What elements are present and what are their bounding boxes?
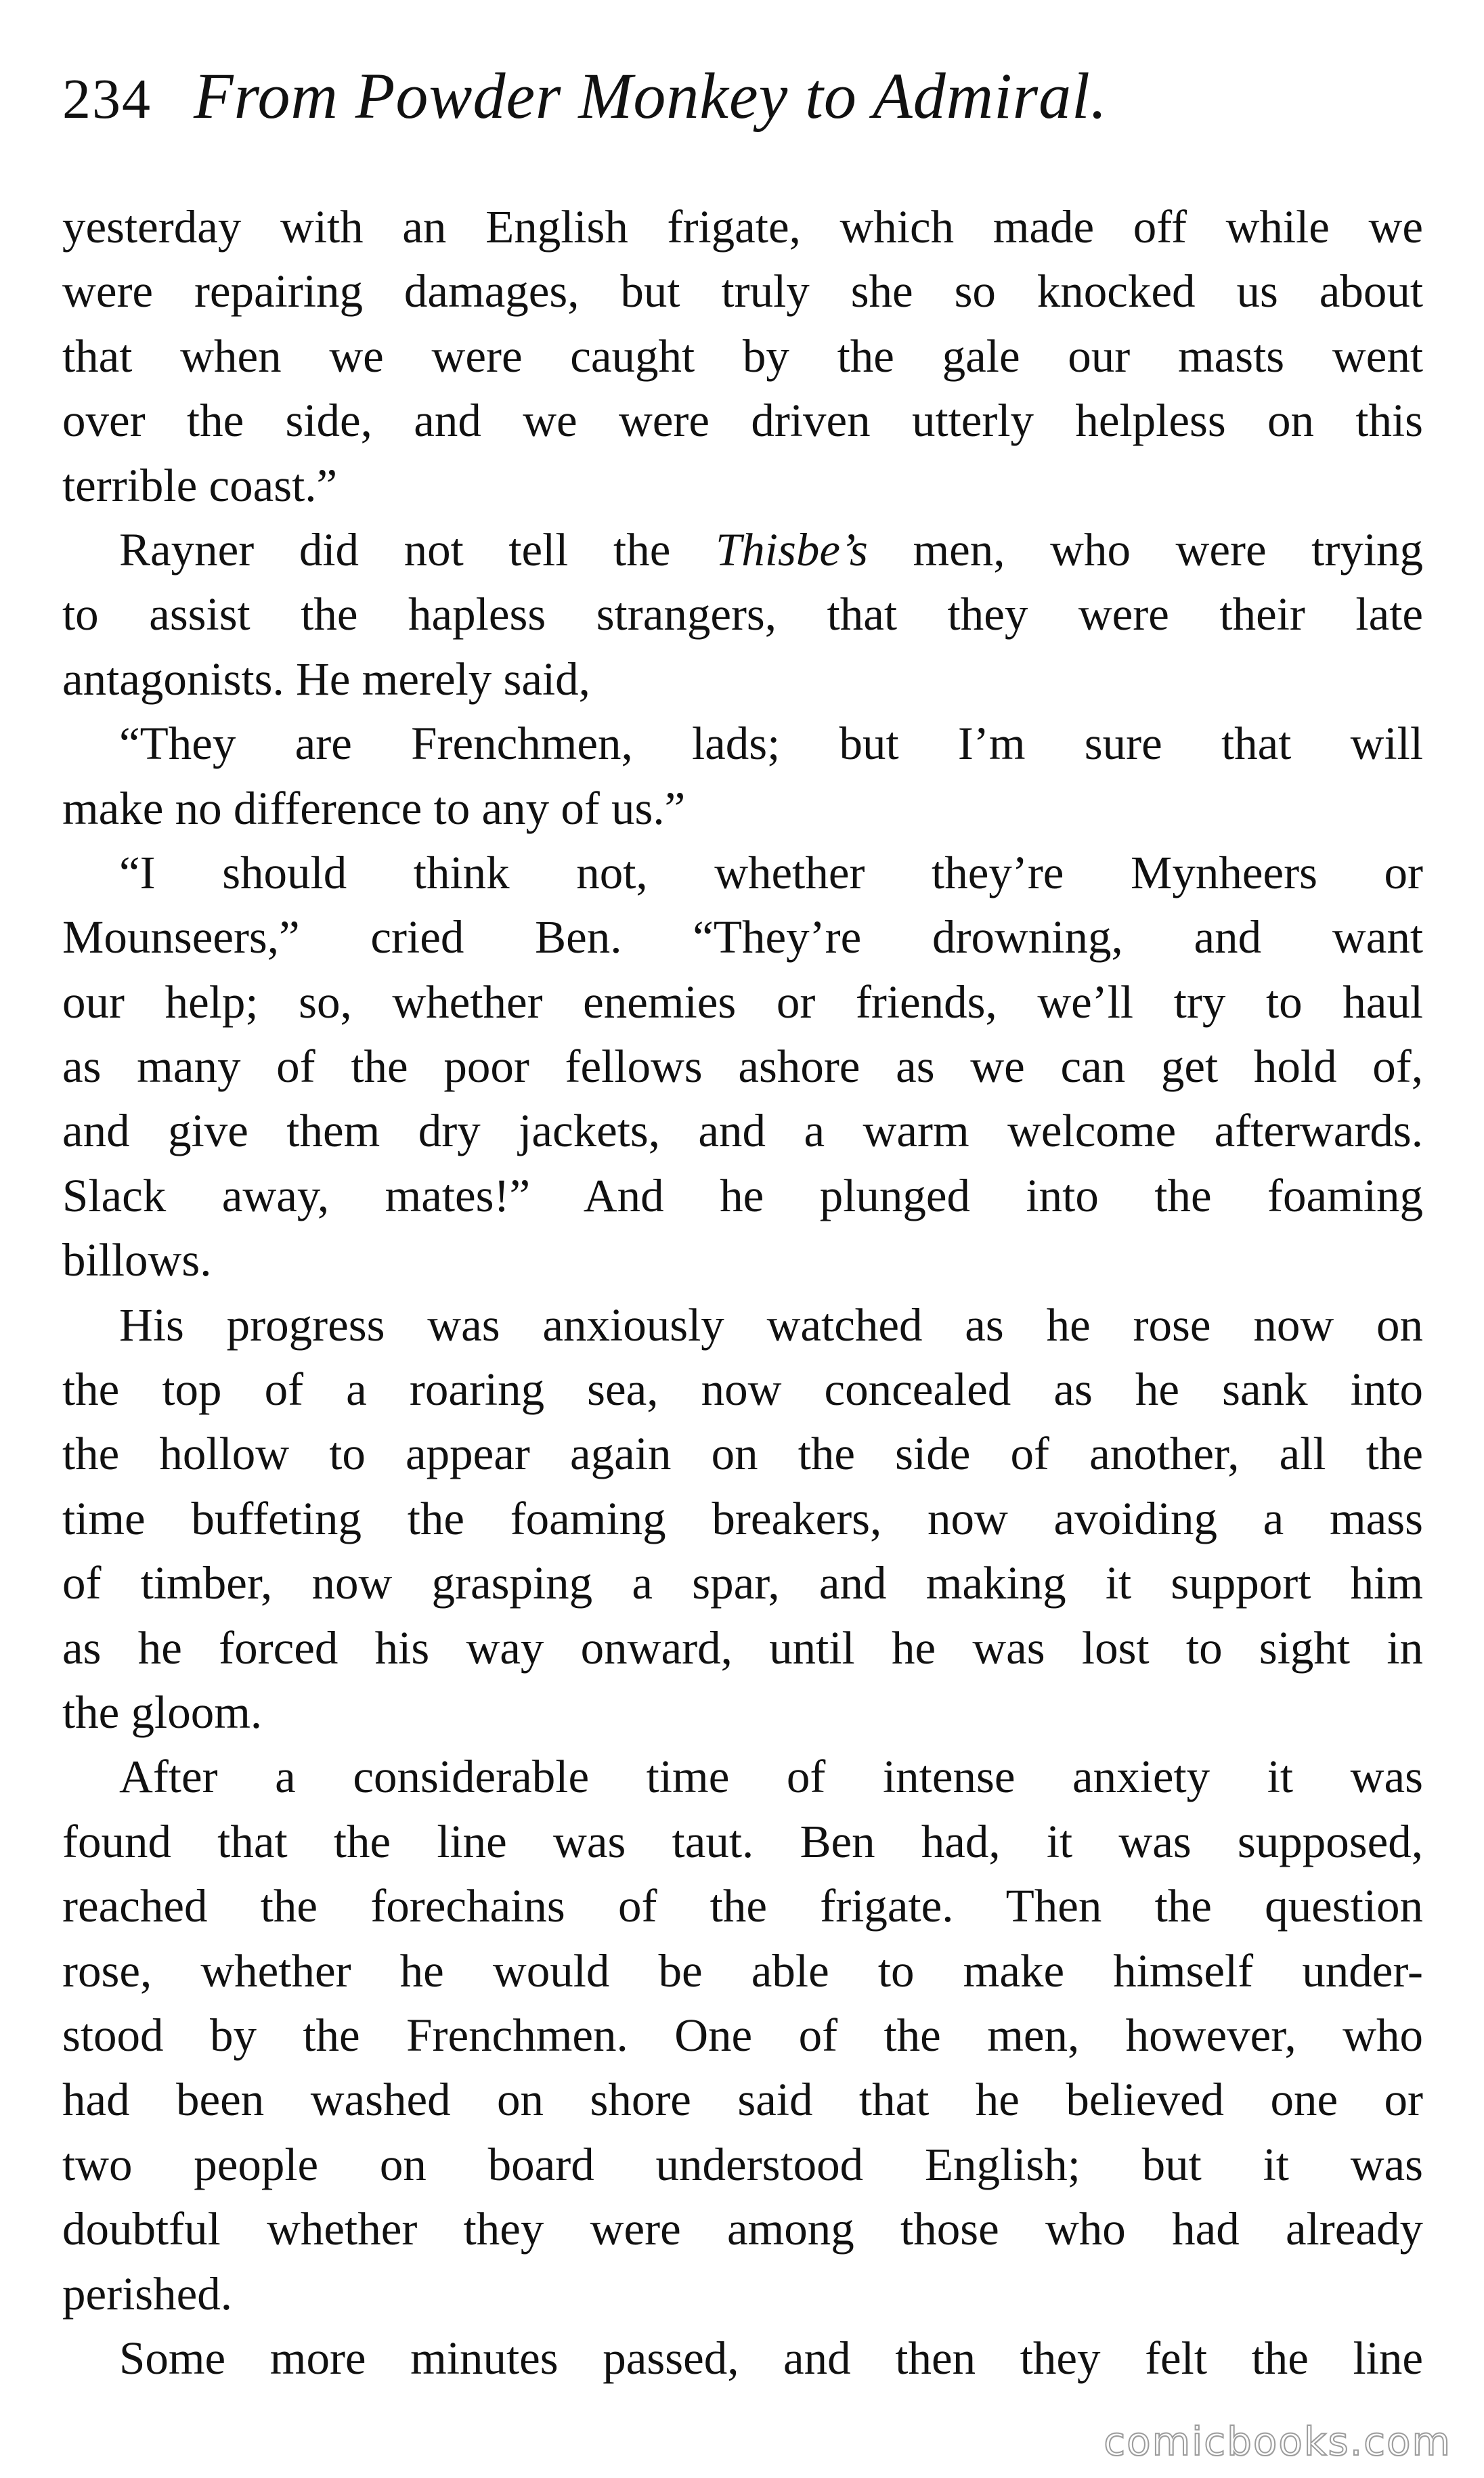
watermark: comicbooks.com bbox=[1104, 2418, 1452, 2464]
running-title: From Powder Monkey to Admiral. bbox=[194, 60, 1108, 132]
text-line: make no difference to any of us.” bbox=[62, 782, 686, 834]
text-line: of timber, now grasping a spar, and making it support him bbox=[62, 1557, 1423, 1609]
text-line: stood by the Frenchmen. One of the men, however, who bbox=[62, 2009, 1423, 2061]
text-line: terrible coast.” bbox=[62, 459, 338, 511]
text-line: the top of a roaring sea, now concealed as he sank into bbox=[62, 1364, 1423, 1416]
text-run: men, who were trying bbox=[867, 523, 1423, 575]
text-line: reached the forechains of the frigate. Then the question bbox=[62, 1880, 1423, 1932]
text-run: Rayner did not tell the bbox=[119, 523, 716, 575]
text-line: His progress was anxiously watched as he rose now on bbox=[119, 1299, 1423, 1351]
text-line: After a considerable time of intense anxiety it was bbox=[119, 1751, 1423, 1803]
text-line: yesterday with an English frigate, which made off while we bbox=[62, 201, 1423, 253]
page-number: 234 bbox=[62, 68, 152, 131]
body-text bbox=[62, 195, 1423, 2391]
text-line: over the side, and we were driven utterly helpless on this bbox=[62, 395, 1423, 447]
text-line: to assist the hapless strangers, that they were their late bbox=[62, 588, 1423, 640]
text-line: two people on board understood English; but it was bbox=[62, 2138, 1423, 2190]
text-line: billows. bbox=[62, 1234, 212, 1286]
text-line: had been washed on shore said that he believed one or bbox=[62, 2074, 1423, 2126]
text-line: “I should think not, whether they’re Mynheers or bbox=[119, 846, 1423, 898]
text-line: Some more minutes passed, and then they felt the line bbox=[119, 2332, 1423, 2384]
text-line: as many of the poor fellows ashore as we can get hold of, bbox=[62, 1041, 1423, 1093]
text-line: were repairing damages, but truly she so knocked us about bbox=[62, 265, 1423, 318]
text-line: found that the line was taut. Ben had, it was supposed, bbox=[62, 1815, 1423, 1867]
text-line: antagonists. He merely said, bbox=[62, 653, 590, 705]
text-line: “They are Frenchmen, lads; but I’m sure that will bbox=[119, 718, 1423, 770]
text-line: as he forced his way onward, until he was lost to sight in bbox=[62, 1622, 1423, 1674]
ship-name-italic: Thisbe’s bbox=[715, 523, 868, 575]
text-line: the gloom. bbox=[62, 1686, 263, 1738]
text-line: perished. bbox=[62, 2267, 233, 2320]
text-line: the hollow to appear again on the side of another, all the bbox=[62, 1428, 1423, 1480]
text-line: Slack away, mates!” And he plunged into the foaming bbox=[62, 1169, 1423, 1221]
text-line: that when we were caught by the gale our masts went bbox=[62, 330, 1423, 382]
text-line: doubtful whether they were among those who had already bbox=[62, 2203, 1423, 2255]
text-line: Mounseers,” cried Ben. “They’re drowning, and want bbox=[62, 911, 1423, 963]
text-line: and give them dry jackets, and a warm welcome afterwards. bbox=[62, 1105, 1423, 1157]
text-line: time buffeting the foaming breakers, now avoiding a mass bbox=[62, 1492, 1423, 1544]
text-line: our help; so, whether enemies or friends, we’ll try to haul bbox=[62, 976, 1423, 1028]
text-line: rose, whether he would be able to make himself under- bbox=[62, 1944, 1423, 1997]
text-line bbox=[62, 518, 1423, 582]
running-header bbox=[62, 58, 1423, 139]
